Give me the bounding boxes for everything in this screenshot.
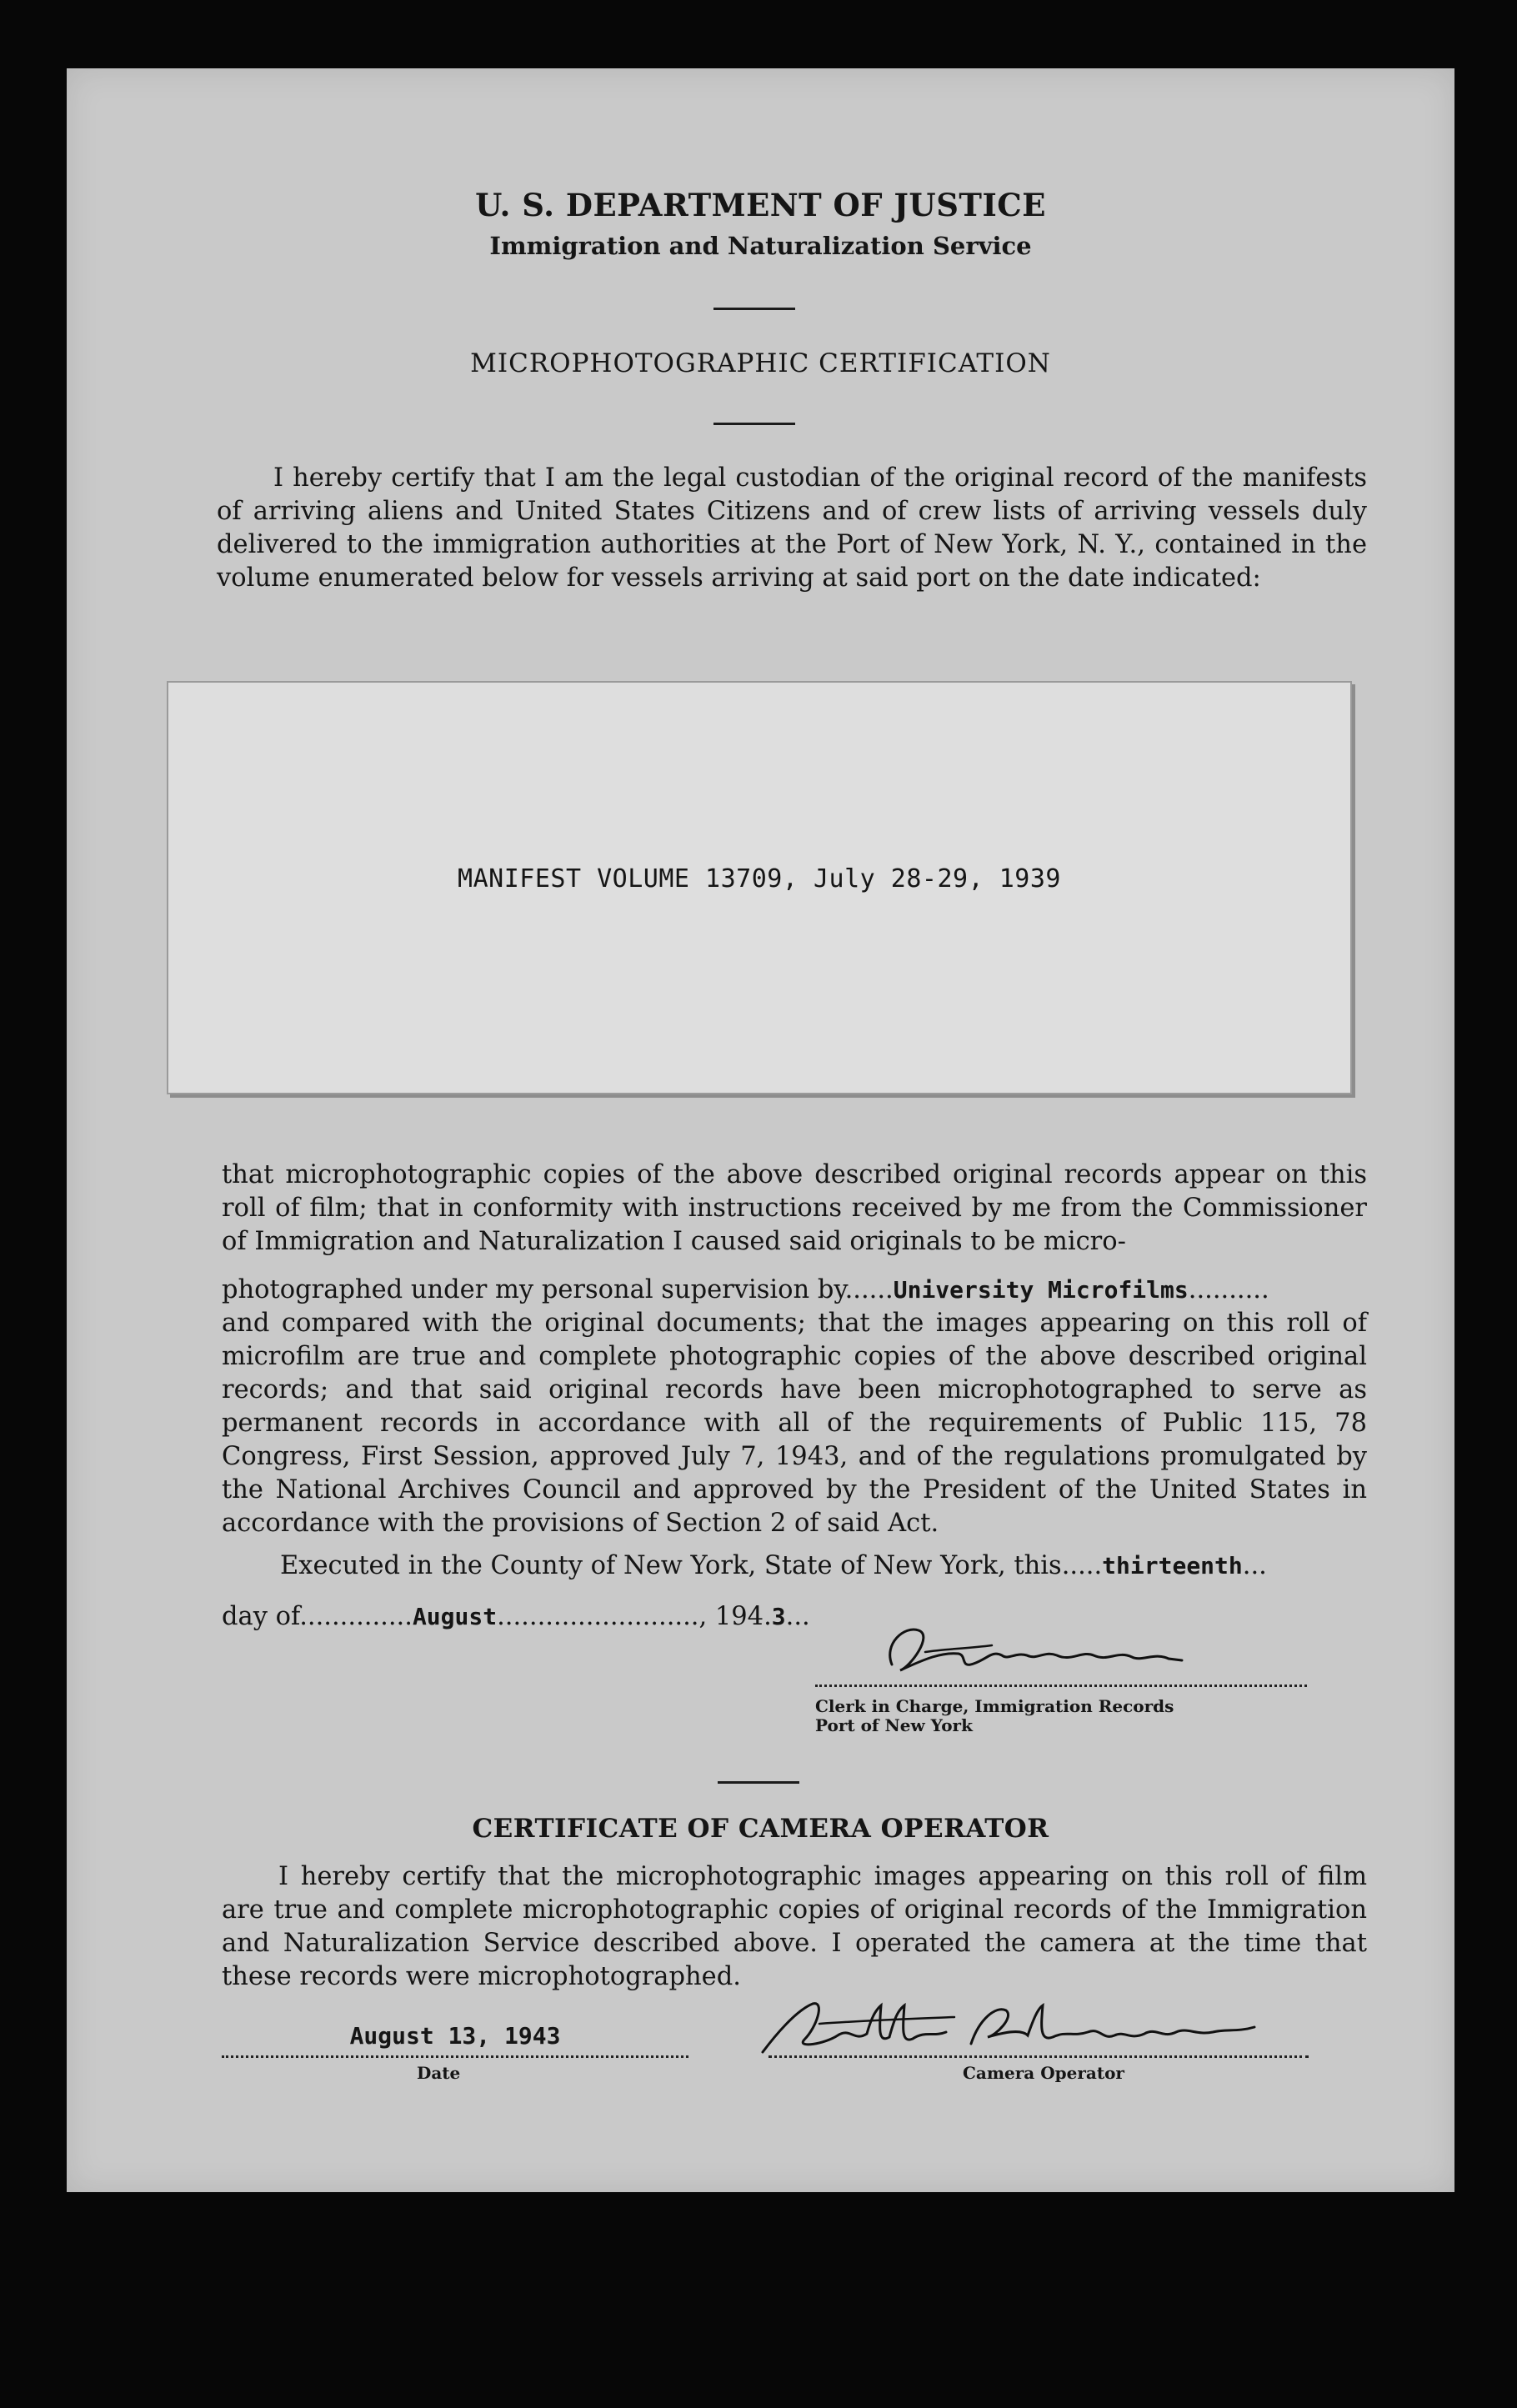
executed-prefix: Executed in the County of New York, State of New York, this xyxy=(280,1551,1062,1580)
camera-date-line xyxy=(222,2055,688,2058)
record-box xyxy=(167,681,1352,1094)
divider-rule xyxy=(718,1781,799,1784)
camera-date-label: Date xyxy=(417,2063,461,2083)
executed-day-word: thirteenth xyxy=(1102,1552,1243,1579)
body-paragraph-2 xyxy=(222,1307,1367,1540)
camera-operator-label: Camera Operator xyxy=(963,2063,1124,2083)
clerk-signature-line xyxy=(815,1685,1307,1687)
camera-text: I hereby certify that the microphotographic images appearing on this roll of film are true and complete microphotographic copies of original records of the Immigration and Naturalization Service described above. I operated the camera at the time that these records were microphotographed. xyxy=(222,1862,1367,1991)
photographed-prefix: photographed under my personal supervision by xyxy=(222,1275,845,1304)
clerk-signature xyxy=(867,1619,1267,1685)
certification-page xyxy=(67,68,1454,2192)
intro-text: I hereby certify that I am the legal custodian of the original record of the manifests of arriving aliens and United States Citizens and of crew lists of arriving vessels duly delivered to the immigration authorities at the Port of New York, N. Y., contained in the volume enumerated below for vessels arriving at said port on the date indicated: xyxy=(217,463,1367,593)
camera-certificate-title: CERTIFICATE OF CAMERA OPERATOR xyxy=(472,1814,1049,1844)
year-prefix: , 194 xyxy=(698,1602,764,1631)
photographer-name: University Microfilms xyxy=(893,1276,1189,1304)
camera-date-value: August 13, 1943 xyxy=(349,2022,561,2050)
camera-paragraph xyxy=(222,1860,1367,1994)
camera-operator-line xyxy=(769,2055,1309,2058)
intro-paragraph xyxy=(217,462,1367,595)
body-paragraph-1 xyxy=(222,1159,1367,1259)
clerk-title xyxy=(815,1697,1174,1735)
clerk-title-line2: Port of New York xyxy=(815,1715,973,1735)
executed-month: August xyxy=(412,1603,498,1630)
photographed-by-line: photographed under my personal supervision by......University Microfilms.......... xyxy=(222,1275,1269,1304)
divider-rule xyxy=(713,423,795,425)
clerk-title-line1: Clerk in Charge, Immigration Records xyxy=(815,1696,1174,1716)
manifest-volume-text: MANIFEST VOLUME 13709, July 28-29, 1939 xyxy=(458,864,1061,894)
day-of-label: day of xyxy=(222,1602,300,1631)
body-text-1: that microphotographic copies of the above described original records appear on this roll of film; that in conformity with instructions received by me from the Commissioner of Immigration and Naturalization I caused said originals to be micro- xyxy=(222,1160,1367,1256)
body-text-2: and compared with the original documents; that the images appearing on this roll of microfilm are true and complete photographic copies of the above described original records; and that said original records have been microphotographed to serve as permanent records in accordance with all of the requirements of Public 115, 78 Congress, First Session, approved July 7, 1943, and of the regulations promulgated by the National Archives Council and approved by the President of the United States in accordance with the provisions of Section 2 of said Act. xyxy=(222,1309,1367,1538)
department-title: U. S. DEPARTMENT OF JUSTICE xyxy=(475,187,1046,223)
service-subtitle: Immigration and Naturalization Service xyxy=(489,232,1032,260)
certification-title: MICROPHOTOGRAPHIC CERTIFICATION xyxy=(470,348,1051,378)
executed-line: Executed in the County of New York, State of New York, this.....thirteenth... xyxy=(280,1551,1267,1580)
year-digit: 3 xyxy=(771,1603,786,1630)
divider-rule xyxy=(713,308,795,310)
camera-date-field xyxy=(222,2022,688,2055)
day-of-line: day of..............August........................., 194.3... xyxy=(222,1602,810,1631)
